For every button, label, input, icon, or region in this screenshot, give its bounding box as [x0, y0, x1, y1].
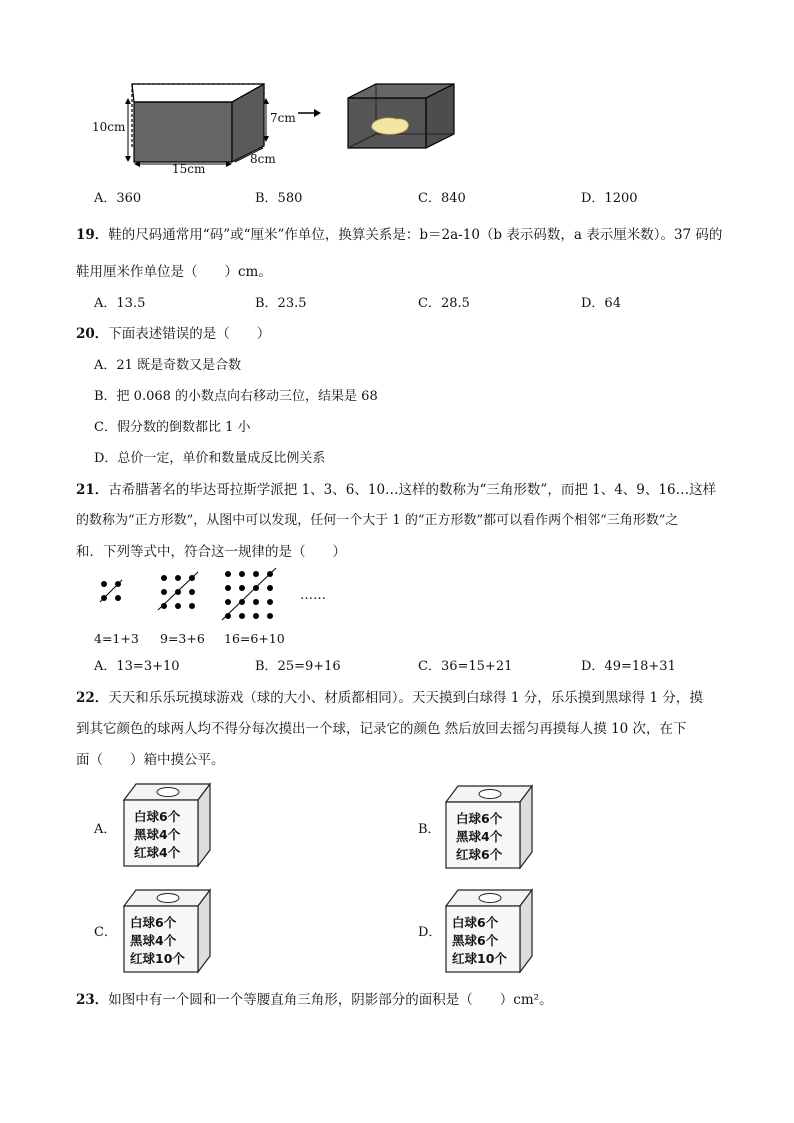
q21-line2: 的数称为“正方形数”，从图中可以发现，任何一个大于 1 的“正方形数”都可以看作两个相邻“三角形数”之: [76, 513, 679, 528]
q21-caption-1: 4=1+3: [94, 631, 139, 646]
q19-option-c[interactable]: C．28.5: [418, 296, 470, 311]
q23-number: 23．: [76, 992, 109, 1008]
q21-stem-1: 古希腊著名的毕达哥拉斯学派把 1、3、6、10…这样的数称为“三角形数”，而把 1、4、9、16…这样: [108, 482, 717, 498]
q21-option-c[interactable]: C．36=15+21: [418, 659, 513, 674]
box-a-line-3: 红球4个: [134, 845, 181, 860]
box-d-line-3: 红球10个: [452, 951, 507, 966]
q22-number: 22．: [76, 690, 109, 706]
q19-option-d[interactable]: D．64: [581, 296, 621, 311]
box-b-line-2: 黑球4个: [456, 829, 503, 844]
q20-option-b[interactable]: B．把 0.068 的小数点向右移动三位，结果是 68: [94, 389, 378, 404]
q18-option-b[interactable]: B．580: [255, 191, 303, 206]
q20-stem-text: 下面表述错误的是（ ）: [108, 326, 271, 342]
tank-figure: [90, 76, 340, 180]
label-length: 15cm: [172, 162, 206, 176]
q22-line2: 到其它颜色的球两人均不得分每次摸出一个球，记录它的颜色 然后放回去摇匀再摸每人摸 10 次，在下: [76, 721, 687, 737]
q20-number: 20．: [76, 326, 109, 342]
box-d-line-2: 黑球6个: [452, 933, 499, 948]
box-b-line-3: 红球6个: [456, 847, 503, 862]
q23-stem: [76, 988, 553, 1008]
label-width: 8cm: [250, 152, 276, 166]
q20-stem: [76, 322, 270, 342]
q22-option-c-letter[interactable]: C．: [94, 925, 117, 940]
box-with-stone-figure: [346, 82, 458, 150]
box-c-line-3: 红球10个: [130, 951, 185, 966]
q22-option-a-letter[interactable]: A．: [94, 822, 117, 837]
box-c-line-2: 黑球4个: [130, 933, 177, 948]
q21-option-d[interactable]: D．49=18+31: [581, 659, 676, 674]
q21-line1: [76, 478, 716, 498]
q18-option-d[interactable]: D．1200: [581, 191, 638, 206]
box-d-line-1: 白球6个: [452, 915, 499, 930]
q20-option-a[interactable]: A．21 既是奇数又是合数: [94, 358, 242, 373]
q19-stem-1: 鞋的尺码通常用“码”或“厘米”作单位，换算关系是：b＝2a-10（b 表示码数，a 表示厘米数）。37 码的: [108, 227, 723, 243]
box-b-line-1: 白球6个: [456, 811, 503, 826]
q22-box-c[interactable]: [122, 886, 214, 974]
q21-caption-2: 9=3+6: [160, 631, 205, 646]
q20-option-d[interactable]: D．总价一定，单价和数量成反比例关系: [94, 451, 326, 466]
q22-box-d[interactable]: [444, 886, 536, 974]
q21-ellipsis: ……: [300, 588, 326, 603]
q22-option-b-letter[interactable]: B．: [418, 822, 441, 837]
q18-option-c[interactable]: C．840: [418, 191, 466, 206]
q19-option-b[interactable]: B．23.5: [255, 296, 307, 311]
q19-line2: 鞋用厘米作单位是（ ）cm。: [76, 264, 272, 280]
q19-option-a[interactable]: A．13.5: [94, 296, 146, 311]
q22-stem-1: 天天和乐乐玩摸球游戏（球的大小、材质都相同）。天天摸到白球得 1 分，乐乐摸到黑球得 1 分，摸: [108, 690, 703, 706]
q22-option-d-letter[interactable]: D．: [418, 925, 442, 940]
box-a-line-1: 白球6个: [134, 809, 181, 824]
q21-option-b[interactable]: B．25=9+16: [255, 659, 341, 674]
q23-stem-text: 如图中有一个圆和一个等腰直角三角形，阴影部分的面积是（ ）cm²。: [108, 992, 553, 1008]
q20-option-c[interactable]: C．假分数的倒数都比 1 小: [94, 420, 251, 435]
box-c-line-1: 白球6个: [130, 915, 177, 930]
label-height: 10cm: [92, 120, 126, 134]
q22-box-a[interactable]: [122, 780, 214, 868]
q22-line1: [76, 686, 703, 706]
q19-number: 19．: [76, 227, 109, 243]
label-water: 7cm: [270, 111, 296, 125]
q22-line3: 面（ ）箱中摸公平。: [76, 752, 225, 768]
box-a-line-2: 黑球4个: [134, 827, 181, 842]
q21-caption-3: 16=6+10: [224, 631, 285, 646]
q21-line3: 和．下列等式中，符合这一规律的是（ ）: [76, 544, 346, 560]
q21-number: 21．: [76, 482, 109, 498]
q21-option-a[interactable]: A．13=3+10: [94, 659, 180, 674]
q22-box-b[interactable]: [444, 782, 536, 870]
q18-option-a[interactable]: A．360: [94, 191, 142, 206]
q19-line1: [76, 223, 722, 243]
